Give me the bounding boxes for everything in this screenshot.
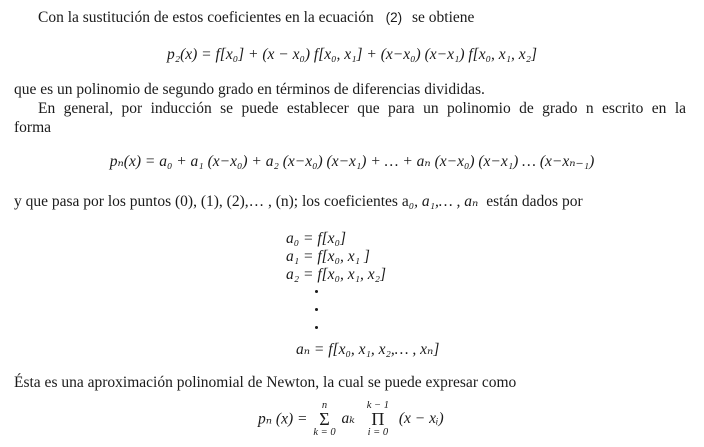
sum-upper-limit: n	[321, 400, 328, 412]
equation-p2-text: p₂(x) = f[x₀] + (x − x₀) f[x₀, x₁] + (x−x₀) (x−x₁) f[x₀, x₁, x₂]	[166, 46, 538, 63]
sum-lower-limit: k = 0	[313, 427, 336, 439]
equation-p2	[0, 45, 704, 65]
line1-text: Con la sustitución de estos coeficientes en la ecuación	[38, 9, 374, 26]
coefficient-a2	[286, 266, 386, 284]
line5-end-text: están dados por	[486, 193, 583, 210]
vertical-dot-2	[315, 308, 318, 311]
line1-end-text: se obtiene	[411, 9, 475, 26]
equation-reference: (2)	[385, 10, 403, 25]
prod-lower-limit: i = 0	[367, 427, 389, 439]
equation-pn	[0, 152, 704, 172]
line6-text: Ésta es una aproximación polinomial de Newton, la cual se puede expresar como	[14, 374, 517, 391]
vertical-dot-1	[315, 290, 318, 293]
coefficient-a1	[286, 248, 370, 266]
coefficient-a0	[286, 230, 346, 248]
paragraph-line-2	[14, 81, 485, 99]
coefficient-a0-text: a₀ = f[x₀]	[286, 230, 346, 247]
line4-text: forma	[14, 119, 52, 136]
paragraph-line-6	[14, 374, 516, 392]
equation-newton	[258, 399, 444, 439]
paragraph-line-3	[38, 100, 686, 118]
coefficient-list: ₀, a₁,… , aₙ	[408, 193, 479, 210]
coefficient-a1-text: a₁ = f[x₀, x₁ ]	[286, 248, 370, 265]
coefficient-an	[296, 341, 439, 359]
sum-symbol: Σ	[319, 409, 330, 430]
equation-pn-text: pₙ(x) = a₀ + a₁ (x−x₀) + a₂ (x−x₀) (x−x₁) + … + aₙ (x−x₀) (x−x₁) … (x−xₙ₋₁)	[109, 153, 595, 170]
line3-text: En general, por inducción se puede establecer que para un polinomio de grado n escrito en la	[38, 100, 686, 117]
prod-upper-limit: k − 1	[366, 400, 389, 412]
product	[367, 400, 389, 438]
coefficient-an-text: aₙ = f[x₀, x₁, x₂,… , xₙ]	[296, 341, 440, 358]
paragraph-line-1	[38, 9, 474, 27]
prod-symbol: Π	[371, 409, 385, 430]
line2-text: que es un polinomio de segundo grado en términos de diferencias divididas.	[14, 81, 485, 98]
sum-term: aₖ	[341, 410, 355, 428]
coefficient-a2-text: a₂ = f[x₀, x₁, x₂]	[286, 266, 387, 283]
paragraph-line-5	[14, 193, 583, 211]
paragraph-line-4	[14, 119, 51, 137]
vertical-dot-3	[315, 326, 318, 329]
newton-lhs: pₙ (x) =	[258, 410, 308, 428]
prod-term: (x − xᵢ)	[398, 410, 444, 428]
summation	[313, 400, 335, 438]
line5-start-text: y que pasa por los puntos (0), (1), (2),… , (n); los coeficientes a	[14, 193, 409, 210]
